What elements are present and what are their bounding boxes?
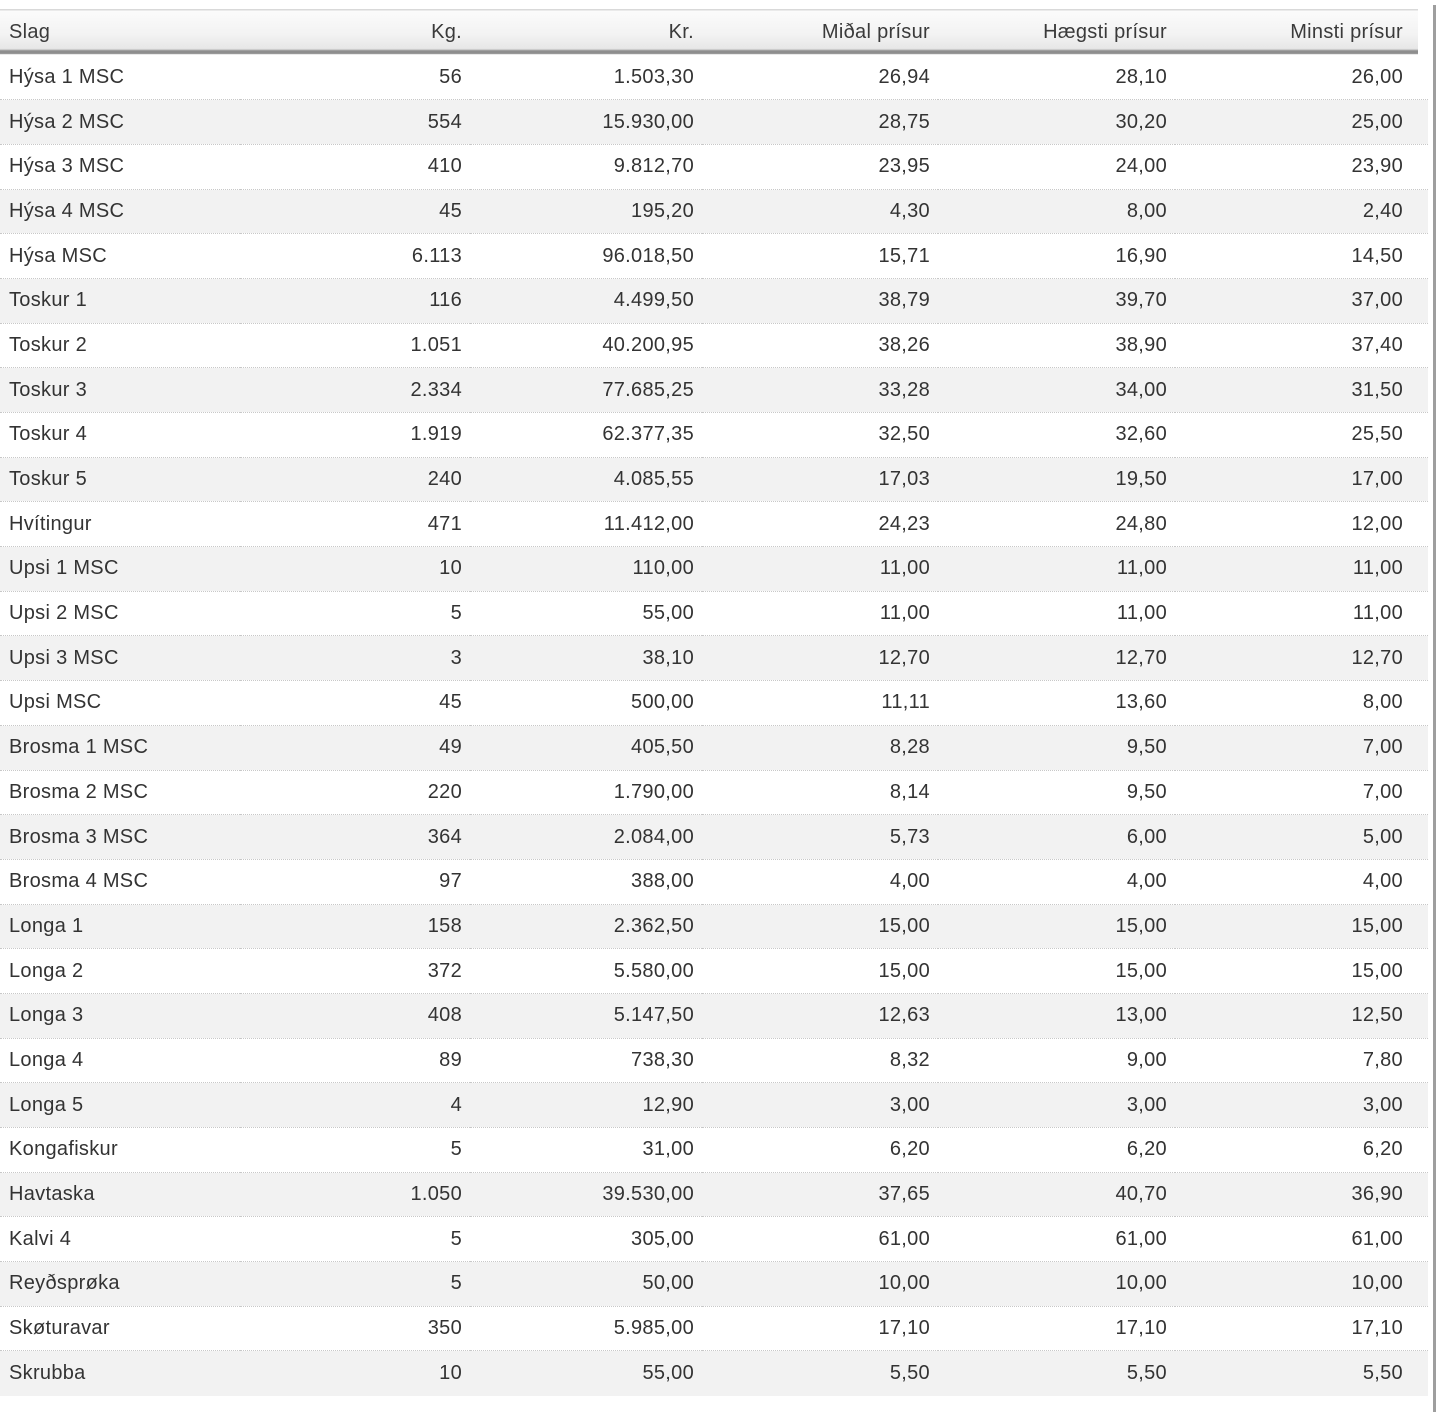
table-row bbox=[0, 1172, 1428, 1217]
cell-kg: 364 bbox=[240, 815, 470, 860]
cell-kr: 4.085,55 bbox=[470, 457, 702, 502]
table-row bbox=[0, 368, 1428, 413]
cell-kg: 49 bbox=[240, 725, 470, 770]
cell-midal: 4,00 bbox=[702, 859, 938, 904]
cell-kr: 15.930,00 bbox=[470, 100, 702, 145]
cell-slag: Hvítingur bbox=[0, 502, 240, 547]
cell-slag: Longa 2 bbox=[0, 949, 240, 994]
column-header-kg[interactable]: Kg. bbox=[240, 9, 470, 55]
cell-slag: Skøturavar bbox=[0, 1306, 240, 1351]
table-row bbox=[0, 1038, 1428, 1083]
cell-slag: Hýsa 3 MSC bbox=[0, 144, 240, 189]
table-row bbox=[0, 859, 1428, 904]
cell-haegsti: 40,70 bbox=[938, 1172, 1175, 1217]
table-row bbox=[0, 55, 1428, 100]
cell-haegsti: 13,00 bbox=[938, 993, 1175, 1038]
cell-slag: Brosma 4 MSC bbox=[0, 859, 240, 904]
cell-minsti: 61,00 bbox=[1175, 1217, 1428, 1262]
price-table-header bbox=[0, 9, 1428, 55]
cell-haegsti: 4,00 bbox=[938, 859, 1175, 904]
cell-minsti: 5,50 bbox=[1175, 1351, 1428, 1396]
cell-kg: 3 bbox=[240, 636, 470, 681]
cell-slag: Longa 4 bbox=[0, 1038, 240, 1083]
cell-minsti: 31,50 bbox=[1175, 368, 1428, 413]
cell-kg: 5 bbox=[240, 591, 470, 636]
cell-haegsti: 28,10 bbox=[1115, 65, 1167, 88]
cell-haegsti: 13,60 bbox=[938, 681, 1175, 726]
cell-midal: 37,65 bbox=[702, 1172, 938, 1217]
cell-kg: 45 bbox=[240, 189, 470, 234]
cell-minsti: 7,00 bbox=[1175, 770, 1428, 815]
cell-haegsti: 38,90 bbox=[938, 323, 1175, 368]
cell-midal: 3,00 bbox=[702, 1083, 938, 1128]
cell-slag: Longa 3 bbox=[0, 993, 240, 1038]
cell-slag: Upsi 1 MSC bbox=[0, 547, 240, 592]
table-row bbox=[0, 1217, 1428, 1262]
cell-slag: Kongafiskur bbox=[0, 1128, 240, 1173]
table-row bbox=[0, 591, 1428, 636]
cell-midal: 33,28 bbox=[702, 368, 938, 413]
cell-slag: Hýsa 2 MSC bbox=[0, 100, 240, 145]
cell-kr: 405,50 bbox=[470, 725, 702, 770]
cell-kr: 11.412,00 bbox=[470, 502, 702, 547]
table-row bbox=[0, 1262, 1428, 1307]
cell-haegsti: 32,60 bbox=[938, 413, 1175, 458]
cell-kr: 738,30 bbox=[470, 1038, 702, 1083]
table-row bbox=[0, 189, 1428, 234]
table-row bbox=[0, 636, 1428, 681]
cell-kg: 554 bbox=[240, 100, 470, 145]
cell-minsti: 7,00 bbox=[1175, 725, 1428, 770]
cell-midal: 11,00 bbox=[702, 547, 938, 592]
cell-haegsti: 24,00 bbox=[938, 144, 1175, 189]
cell-minsti: 15,00 bbox=[1175, 949, 1428, 994]
table-row bbox=[0, 1306, 1428, 1351]
cell-minsti: 37,00 bbox=[1175, 278, 1428, 323]
column-header-kr[interactable]: Kr. bbox=[470, 9, 702, 55]
cell-kg: 5 bbox=[240, 1217, 470, 1262]
cell-kr: 5.147,50 bbox=[470, 993, 702, 1038]
cell-kg: 56 bbox=[439, 65, 462, 88]
cell-slag: Toskur 1 bbox=[0, 278, 240, 323]
cell-midal: 61,00 bbox=[702, 1217, 938, 1262]
cell-minsti: 11,00 bbox=[1175, 591, 1428, 636]
cell-kr: 9.812,70 bbox=[470, 144, 702, 189]
table-row bbox=[0, 949, 1428, 994]
cell-kg: 220 bbox=[240, 770, 470, 815]
cell-midal: 5,73 bbox=[702, 815, 938, 860]
cell-haegsti: 6,20 bbox=[938, 1128, 1175, 1173]
cell-kr: 500,00 bbox=[470, 681, 702, 726]
cell-midal: 15,71 bbox=[702, 234, 938, 279]
cell-kg: 10 bbox=[240, 1351, 470, 1396]
cell-kg: 1.050 bbox=[240, 1172, 470, 1217]
cell-kr: 38,10 bbox=[470, 636, 702, 681]
cell-slag: Hýsa 4 MSC bbox=[0, 189, 240, 234]
cell-minsti: 23,90 bbox=[1175, 144, 1428, 189]
table-row bbox=[0, 323, 1428, 368]
table-row bbox=[0, 502, 1428, 547]
cell-haegsti: 6,00 bbox=[938, 815, 1175, 860]
cell-kr: 1.790,00 bbox=[470, 770, 702, 815]
cell-midal: 28,75 bbox=[702, 100, 938, 145]
cell-kg: 89 bbox=[240, 1038, 470, 1083]
table-row bbox=[0, 1128, 1428, 1173]
cell-kr: 2.084,00 bbox=[470, 815, 702, 860]
table-row bbox=[0, 1083, 1428, 1128]
cell-minsti: 12,50 bbox=[1175, 993, 1428, 1038]
cell-haegsti: 10,00 bbox=[938, 1262, 1175, 1307]
cell-midal: 8,28 bbox=[702, 725, 938, 770]
cell-kg: 471 bbox=[240, 502, 470, 547]
cell-haegsti: 9,50 bbox=[938, 770, 1175, 815]
cell-haegsti: 16,90 bbox=[938, 234, 1175, 279]
table-row bbox=[0, 681, 1428, 726]
cell-midal: 32,50 bbox=[702, 413, 938, 458]
cell-slag: Brosma 1 MSC bbox=[0, 725, 240, 770]
column-header-minsti[interactable]: Minsti prísur bbox=[1175, 9, 1428, 55]
table-row bbox=[0, 770, 1428, 815]
cell-kg: 372 bbox=[240, 949, 470, 994]
cell-kr: 5.580,00 bbox=[470, 949, 702, 994]
column-header-midal[interactable]: Miðal prísur bbox=[702, 9, 938, 55]
table-row bbox=[0, 100, 1428, 145]
price-table bbox=[0, 9, 1428, 1396]
cell-kr: 12,90 bbox=[470, 1083, 702, 1128]
table-row bbox=[0, 904, 1428, 949]
cell-slag: Brosma 2 MSC bbox=[0, 770, 240, 815]
cell-kr: 31,00 bbox=[470, 1128, 702, 1173]
cell-midal: 24,23 bbox=[702, 502, 938, 547]
cell-haegsti: 61,00 bbox=[938, 1217, 1175, 1262]
cell-kr: 62.377,35 bbox=[470, 413, 702, 458]
cell-kg: 2.334 bbox=[240, 368, 470, 413]
cell-midal: 26,94 bbox=[878, 65, 930, 88]
cell-haegsti: 34,00 bbox=[938, 368, 1175, 413]
cell-haegsti: 9,50 bbox=[938, 725, 1175, 770]
cell-midal: 8,14 bbox=[702, 770, 938, 815]
cell-minsti: 7,80 bbox=[1175, 1038, 1428, 1083]
cell-kg: 240 bbox=[240, 457, 470, 502]
cell-haegsti: 5,50 bbox=[938, 1351, 1175, 1396]
table-row bbox=[0, 234, 1428, 279]
cell-haegsti: 11,00 bbox=[938, 591, 1175, 636]
cell-midal: 6,20 bbox=[702, 1128, 938, 1173]
cell-slag: Upsi 3 MSC bbox=[0, 636, 240, 681]
cell-haegsti: 11,00 bbox=[938, 547, 1175, 592]
cell-kg: 4 bbox=[240, 1083, 470, 1128]
cell-slag: Longa 5 bbox=[0, 1083, 240, 1128]
cell-minsti: 4,00 bbox=[1175, 859, 1428, 904]
cell-minsti: 10,00 bbox=[1175, 1262, 1428, 1307]
cell-kr: 110,00 bbox=[470, 547, 702, 592]
cell-kr: 55,00 bbox=[470, 1351, 702, 1396]
cell-midal: 4,30 bbox=[702, 189, 938, 234]
table-row bbox=[0, 815, 1428, 860]
cell-haegsti: 3,00 bbox=[938, 1083, 1175, 1128]
cell-midal: 23,95 bbox=[702, 144, 938, 189]
column-header-haegsti[interactable]: Hægsti prísur bbox=[938, 9, 1175, 55]
cell-kg: 97 bbox=[240, 859, 470, 904]
cell-slag: Reyðsprøka bbox=[0, 1262, 240, 1307]
cell-kg: 10 bbox=[240, 547, 470, 592]
cell-kg: 410 bbox=[240, 144, 470, 189]
cell-slag: Upsi 2 MSC bbox=[0, 591, 240, 636]
cell-haegsti: 15,00 bbox=[938, 949, 1175, 994]
cell-midal: 38,79 bbox=[702, 278, 938, 323]
price-table-body bbox=[0, 55, 1428, 1396]
cell-kg: 350 bbox=[240, 1306, 470, 1351]
cell-minsti: 14,50 bbox=[1175, 234, 1428, 279]
table-row bbox=[0, 547, 1428, 592]
table-row bbox=[0, 457, 1428, 502]
cell-haegsti: 9,00 bbox=[938, 1038, 1175, 1083]
table-row bbox=[0, 413, 1428, 458]
cell-kg: 45 bbox=[240, 681, 470, 726]
cell-midal: 15,00 bbox=[702, 949, 938, 994]
cell-midal: 38,26 bbox=[702, 323, 938, 368]
cell-midal: 11,00 bbox=[702, 591, 938, 636]
cell-haegsti: 30,20 bbox=[938, 100, 1175, 145]
cell-kg: 408 bbox=[240, 993, 470, 1038]
cell-slag: Toskur 5 bbox=[0, 457, 240, 502]
cell-kg: 5 bbox=[240, 1128, 470, 1173]
cell-kr: 1.503,30 bbox=[613, 65, 694, 88]
cell-kg: 158 bbox=[240, 904, 470, 949]
cell-minsti: 2,40 bbox=[1175, 189, 1428, 234]
cell-minsti: 25,50 bbox=[1175, 413, 1428, 458]
cell-slag: Skrubba bbox=[0, 1351, 240, 1396]
cell-minsti: 25,00 bbox=[1175, 100, 1428, 145]
cell-minsti: 26,00 bbox=[1351, 65, 1403, 88]
cell-minsti: 8,00 bbox=[1175, 681, 1428, 726]
cell-kg: 6.113 bbox=[240, 234, 470, 279]
cell-midal: 12,63 bbox=[702, 993, 938, 1038]
cell-minsti: 12,00 bbox=[1175, 502, 1428, 547]
cell-midal: 10,00 bbox=[702, 1262, 938, 1307]
cell-minsti: 12,70 bbox=[1175, 636, 1428, 681]
cell-midal: 11,11 bbox=[702, 681, 938, 726]
cell-slag: Toskur 4 bbox=[0, 413, 240, 458]
cell-haegsti: 17,10 bbox=[938, 1306, 1175, 1351]
cell-slag: Brosma 3 MSC bbox=[0, 815, 240, 860]
cell-haegsti: 24,80 bbox=[938, 502, 1175, 547]
cell-kr: 77.685,25 bbox=[470, 368, 702, 413]
cell-kr: 388,00 bbox=[470, 859, 702, 904]
cell-midal: 8,32 bbox=[702, 1038, 938, 1083]
cell-kg: 1.051 bbox=[240, 323, 470, 368]
cell-slag: Toskur 2 bbox=[0, 323, 240, 368]
cell-kr: 55,00 bbox=[470, 591, 702, 636]
cell-haegsti: 15,00 bbox=[938, 904, 1175, 949]
cell-kr: 96.018,50 bbox=[470, 234, 702, 279]
header-row bbox=[0, 9, 1428, 55]
cell-minsti: 36,90 bbox=[1175, 1172, 1428, 1217]
cell-minsti: 17,00 bbox=[1175, 457, 1428, 502]
cell-haegsti: 19,50 bbox=[938, 457, 1175, 502]
cell-midal: 17,10 bbox=[702, 1306, 938, 1351]
cell-kg: 1.919 bbox=[240, 413, 470, 458]
container-right-border bbox=[1433, 5, 1436, 1412]
cell-kr: 2.362,50 bbox=[470, 904, 702, 949]
cell-kr: 5.985,00 bbox=[470, 1306, 702, 1351]
cell-slag: Hýsa 1 MSC bbox=[9, 65, 125, 88]
table-row bbox=[0, 144, 1428, 189]
cell-minsti: 11,00 bbox=[1175, 547, 1428, 592]
cell-kr: 40.200,95 bbox=[470, 323, 702, 368]
table-row bbox=[0, 725, 1428, 770]
cell-midal: 15,00 bbox=[702, 904, 938, 949]
cell-minsti: 17,10 bbox=[1175, 1306, 1428, 1351]
cell-minsti: 3,00 bbox=[1175, 1083, 1428, 1128]
table-row bbox=[0, 993, 1428, 1038]
cell-slag: Hýsa MSC bbox=[0, 234, 240, 279]
cell-slag: Longa 1 bbox=[0, 904, 240, 949]
table-row bbox=[0, 278, 1428, 323]
cell-haegsti: 39,70 bbox=[938, 278, 1175, 323]
column-header-slag[interactable]: Slag bbox=[0, 9, 240, 55]
cell-kr: 4.499,50 bbox=[470, 278, 702, 323]
table-row bbox=[0, 1351, 1428, 1396]
cell-kr: 50,00 bbox=[470, 1262, 702, 1307]
cell-slag: Upsi MSC bbox=[0, 681, 240, 726]
cell-haegsti: 12,70 bbox=[938, 636, 1175, 681]
cell-kg: 5 bbox=[240, 1262, 470, 1307]
cell-minsti: 37,40 bbox=[1175, 323, 1428, 368]
cell-kr: 195,20 bbox=[470, 189, 702, 234]
cell-kr: 39.530,00 bbox=[470, 1172, 702, 1217]
cell-haegsti: 8,00 bbox=[938, 189, 1175, 234]
cell-midal: 12,70 bbox=[702, 636, 938, 681]
cell-kg: 116 bbox=[240, 278, 470, 323]
cell-midal: 17,03 bbox=[702, 457, 938, 502]
cell-kr: 305,00 bbox=[470, 1217, 702, 1262]
cell-slag: Toskur 3 bbox=[0, 368, 240, 413]
cell-minsti: 6,20 bbox=[1175, 1128, 1428, 1173]
cell-slag: Kalvi 4 bbox=[0, 1217, 240, 1262]
cell-midal: 5,50 bbox=[702, 1351, 938, 1396]
cell-minsti: 5,00 bbox=[1175, 815, 1428, 860]
cell-slag: Havtaska bbox=[0, 1172, 240, 1217]
cell-minsti: 15,00 bbox=[1175, 904, 1428, 949]
